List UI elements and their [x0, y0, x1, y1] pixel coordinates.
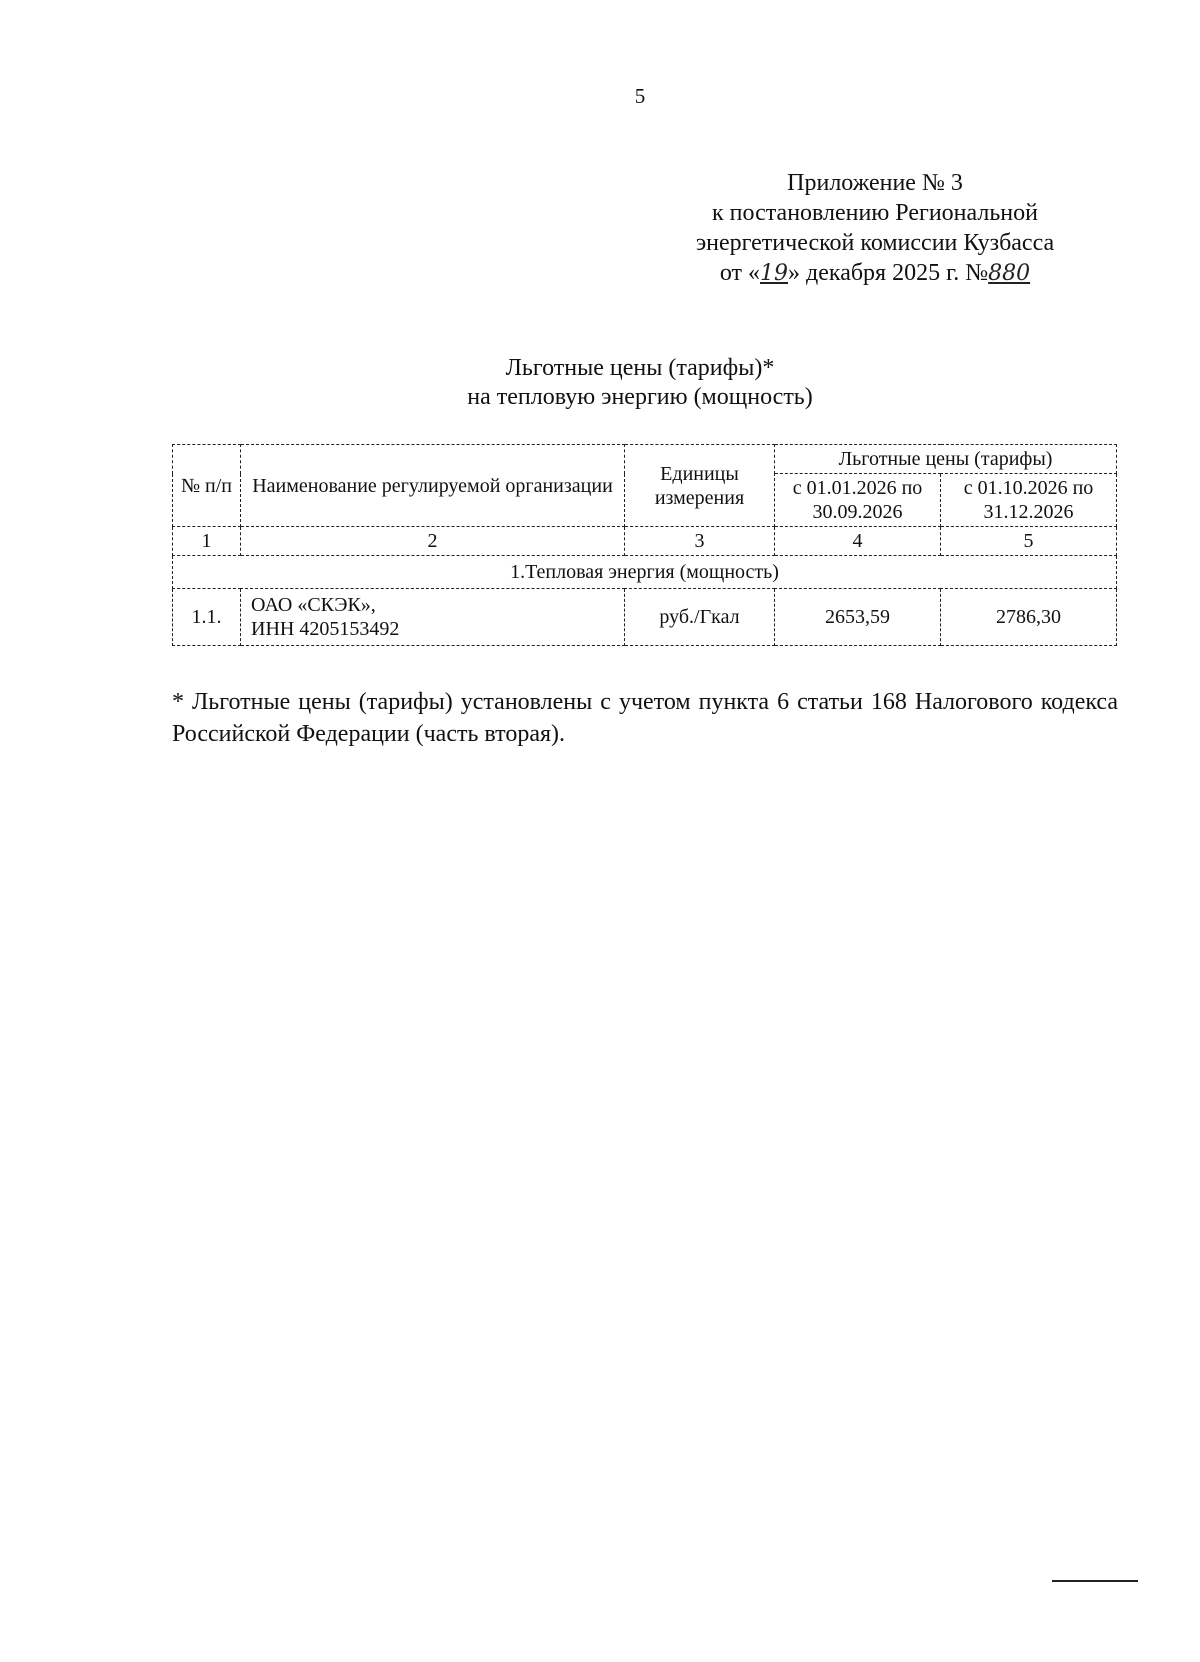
row-organization [241, 589, 625, 646]
column-number: 4 [775, 527, 941, 556]
appendix-commission: энергетической комиссии Кузбасса [695, 230, 1055, 256]
date-day: 19 [760, 261, 789, 286]
header-prices-group: Льготные цены (тарифы) [775, 445, 1117, 474]
appendix-header [660, 168, 1090, 289]
table-row [173, 589, 1117, 646]
column-number-row [173, 527, 1117, 556]
header-org: Наименование регулируемой организации [241, 445, 625, 527]
org-inn: ИНН 4205153492 [251, 618, 400, 640]
tariff-table [172, 444, 1117, 646]
org-name: ОАО «СКЭК», [251, 594, 376, 616]
header-num: № п/п [173, 445, 241, 527]
row-price-period-1: 2653,59 [775, 589, 941, 646]
column-number: 5 [941, 527, 1117, 556]
section-title: 1.Тепловая энергия (мощность) [173, 556, 1117, 589]
appendix-reference: к постановлению Региональной [712, 200, 1038, 226]
header-period-1: с 01.01.2026 по 30.09.2026 [775, 474, 941, 527]
page-number: 5 [634, 84, 646, 108]
document-number: 880 [988, 261, 1031, 286]
date-prefix: от « [719, 260, 761, 286]
column-number: 2 [241, 527, 625, 556]
footnote: * Льготные цены (тарифы) установлены с учетом пункта 6 статьи 168 Налогового кодекса Российской Федерации (часть вторая). [172, 689, 1118, 747]
date-middle: » декабря 2025 г. № [788, 260, 989, 286]
appendix-date [660, 258, 1090, 289]
title-line-1: Льготные цены (тарифы)* [505, 355, 775, 381]
title-line-2: на тепловую энергию (мощность) [467, 384, 813, 410]
appendix-title: Приложение № 3 [787, 170, 963, 196]
document-title [0, 354, 1200, 412]
header-period-2: с 01.10.2026 по 31.12.2026 [941, 474, 1117, 527]
row-unit: руб./Гкал [625, 589, 775, 646]
section-row [173, 556, 1117, 589]
column-number: 1 [173, 527, 241, 556]
bottom-divider [1052, 1580, 1138, 1582]
row-num: 1.1. [173, 589, 241, 646]
header-unit: Единицы измерения [625, 445, 775, 527]
table-header-row [173, 445, 1117, 474]
row-price-period-2: 2786,30 [941, 589, 1117, 646]
column-number: 3 [625, 527, 775, 556]
